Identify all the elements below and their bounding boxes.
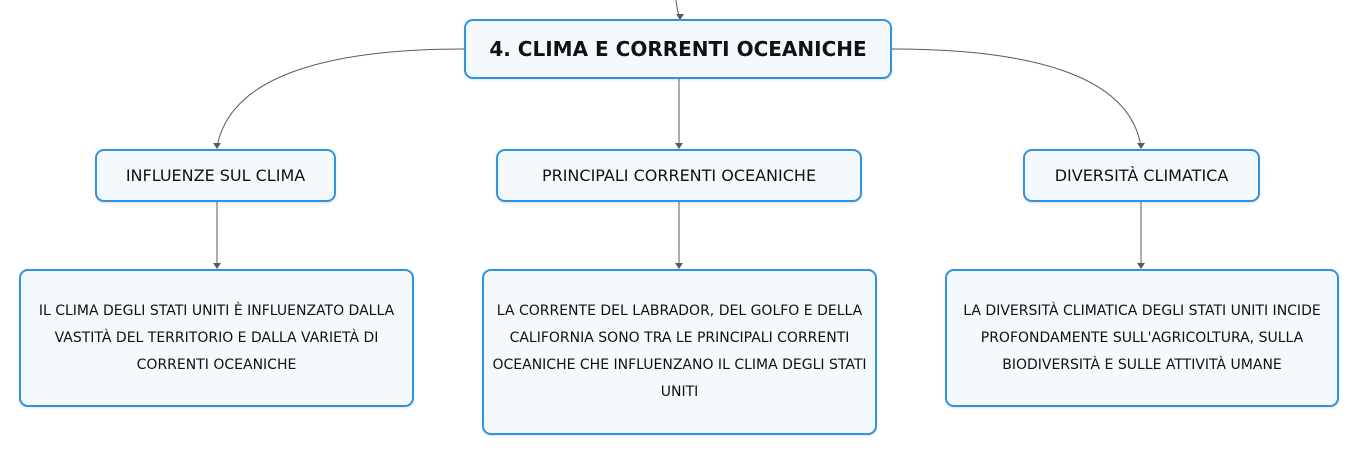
topic-diversita-climatica[interactable] [1023,149,1260,202]
topic-principali-correnti-oceaniche-label: PRINCIPALI CORRENTI OCEANICHE [541,166,817,185]
root-topic[interactable] [464,19,892,79]
topic-influenze-sul-clima[interactable] [95,149,336,202]
connector-root-to-influenze [217,49,464,147]
detail-principali-correnti-oceaniche[interactable] [482,269,877,435]
detail-influenze-sul-clima-text: IL CLIMA DEGLI STATI UNITI È INFLUENZATO DALLA VASTITÀ DEL TERRITORIO E DALLA VARIETÀ DI CORRENTI OCEANICHE [38,302,395,373]
topic-influenze-sul-clima-label: INFLUENZE SUL CLIMA [125,166,306,185]
connector-root-to-diversita [892,49,1141,147]
topic-diversita-climatica-label: DIVERSITÀ CLIMATICA [1054,166,1229,185]
detail-diversita-climatica-text: LA DIVERSITÀ CLIMATICA DEGLI STATI UNITI INCIDE PROFONDAMENTE SULL'AGRICOLTURA, SULLA BIODIVERSITÀ E SULLE ATTIVITÀ UMANE [963,302,1321,373]
detail-influenze-sul-clima[interactable] [19,269,414,407]
topic-principali-correnti-oceaniche[interactable] [496,149,862,202]
detail-principali-correnti-oceaniche-text: LA CORRENTE DEL LABRADOR, DEL GOLFO E DELLA CALIFORNIA SONO TRA LE PRINCIPALI CORRENTI OCEANICHE CHE INFLUENZANO IL CLIMA DEGLI STATI UNITI [492,303,867,400]
detail-diversita-climatica[interactable] [945,269,1339,407]
root-topic-label: 4. CLIMA E CORRENTI OCEANICHE [489,37,867,61]
